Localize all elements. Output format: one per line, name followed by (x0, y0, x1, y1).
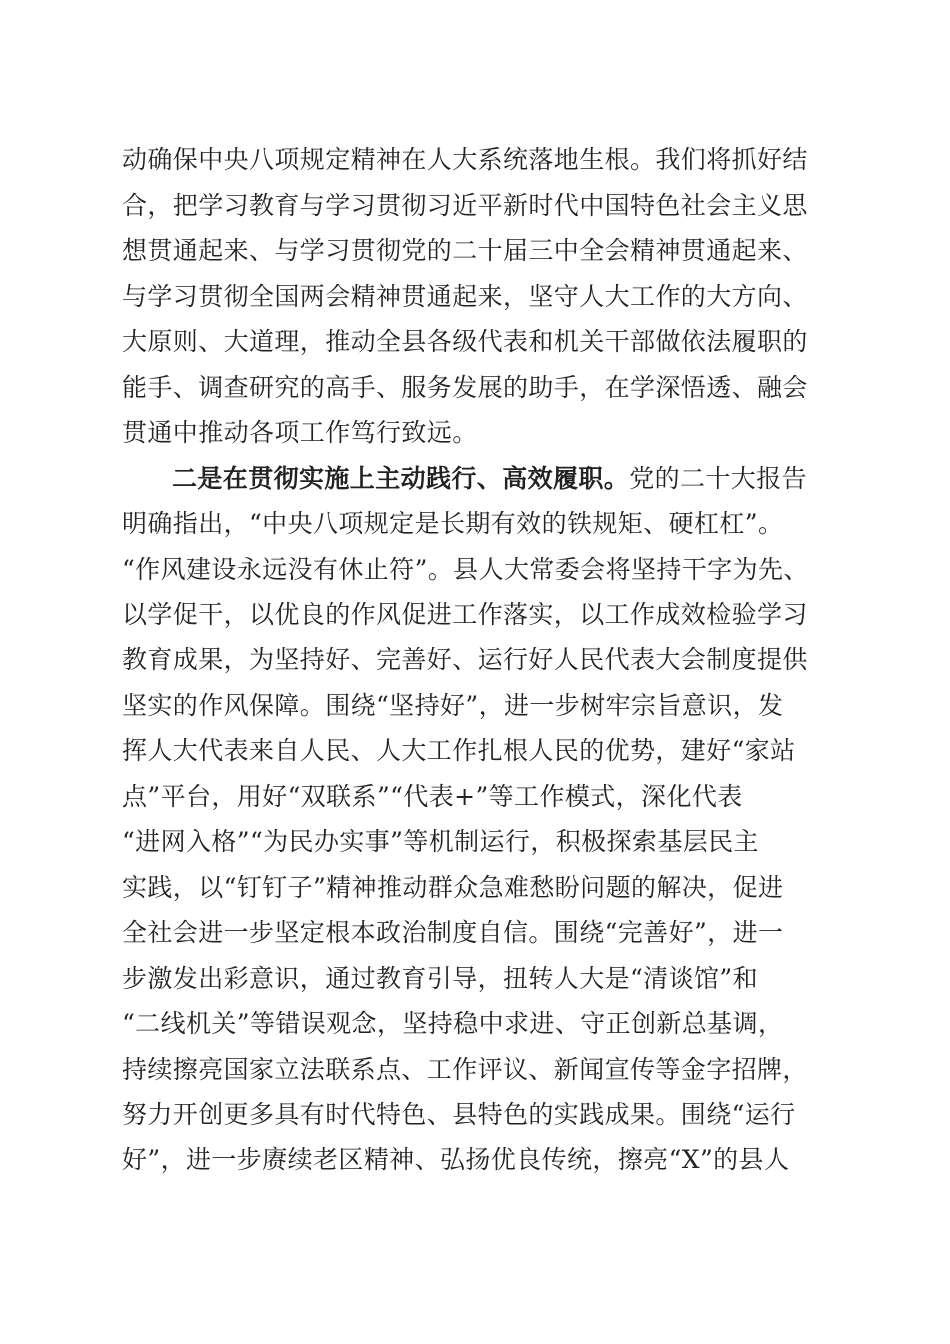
paragraph-line: 贯通中推动各项工作笃行致远。 (122, 418, 478, 447)
paragraph-line: 明确指出，“中央八项规定是长期有效的铁规矩、硬杠杠”。 (122, 509, 784, 538)
paragraph-line: 能手、调查研究的高手、服务发展的助手，在学深悟透、融会 (122, 373, 808, 402)
paragraph-line: 以学促干，以优良的作风促进工作落实，以工作成效检验学习 (122, 600, 808, 629)
paragraph-line: 努力开创更多具有时代特色、县特色的实践成果。围绕“运行 (122, 1100, 796, 1129)
paragraph-heading-line (172, 462, 807, 496)
paragraph-line: 实践，以“钉钉子”精神推动群众急难愁盼问题的解决，促进 (122, 873, 784, 902)
paragraph-line: 步激发出彩意识，通过教育引导，扭转人大是“清谈馆”和 (122, 964, 758, 993)
paragraph-line: 合，把学习教育与学习贯彻习近平新时代中国特色社会主义思 (122, 191, 808, 220)
section-heading: 二是在贯彻实施上主动践行、高效履职。 (172, 464, 630, 493)
paragraph-line: 想贯通起来、与学习贯彻党的二十届三中全会精神贯通起来、 (122, 236, 808, 265)
paragraph-line: 教育成果，为坚持好、完善好、运行好人民代表大会制度提供 (122, 645, 808, 674)
section-heading-continuation: 党的二十大报告 (629, 464, 808, 493)
paragraph-line: 大原则、大道理，推动全县各级代表和机关干部做依法履职的 (122, 327, 808, 356)
paragraph-line: “作风建设永远没有休止符”。县人大常委会将坚持干字为先、 (122, 555, 809, 584)
paragraph-line: 坚实的作风保障。围绕“坚持好”，进一步树牢宗旨意识，发 (122, 691, 784, 720)
paragraph-line: “二线机关”等错误观念，坚持稳中求进、守正创新总基调， (122, 1009, 784, 1038)
paragraph-line: 动确保中央八项规定精神在人大系统落地生根。我们将抓好结 (122, 145, 808, 174)
paragraph-line: 好”，进一步赓续老区精神、弘扬优良传统，擦亮“X”的县人 (122, 1145, 790, 1174)
paragraph-line: 点”平台，用好“双联系”“代表+”等工作模式，深化代表 (122, 782, 743, 811)
paragraph-line: 挥人大代表来自人民、人大工作扎根人民的优势，建好“家站 (122, 736, 796, 765)
paragraph-line: 持续擦亮国家立法联系点、工作评议、新闻宣传等金字招牌， (122, 1055, 808, 1084)
paragraph-line: “进网入格”“为民办实事”等机制运行，积极探索基层民主 (122, 827, 759, 856)
paragraph-line: 全社会进一步坚定根本政治制度自信。围绕“完善好”，进一 (122, 918, 784, 947)
paragraph-line: 与学习贯彻全国两会精神贯通起来，坚守人大工作的大方向、 (122, 282, 808, 311)
